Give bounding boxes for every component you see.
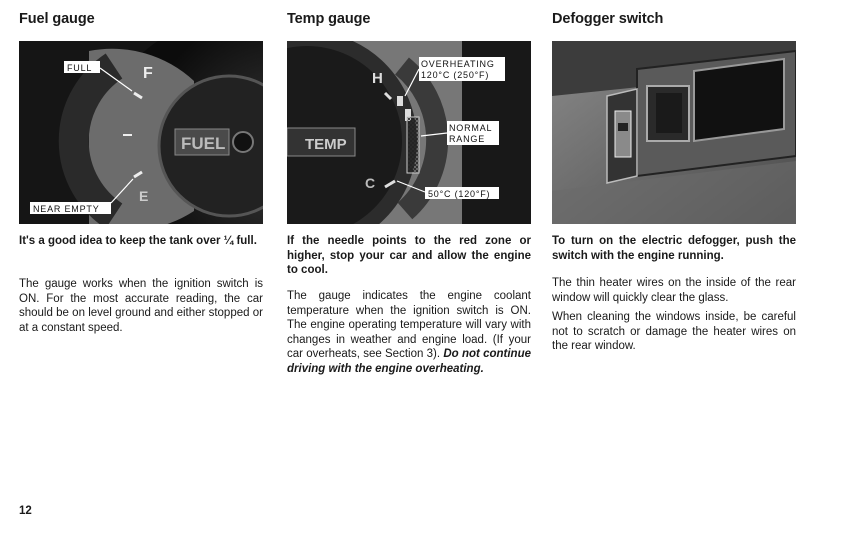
temp-gauge-heading: Temp gauge: [287, 11, 371, 27]
temp-range-label: RANGE: [449, 134, 486, 144]
temp-gauge-photo: [287, 41, 531, 224]
fuel-near-empty-label: NEAR EMPTY: [33, 204, 100, 214]
defogger-photo: [552, 41, 796, 224]
temp-gauge-paragraph: [287, 289, 531, 376]
defogger-paragraph-2: When cleaning the windows inside, be careful not to scratch or damage the heater wires on the rear window.: [552, 311, 796, 352]
temp-badge-text: TEMP: [305, 136, 347, 153]
fuel-gauge-photo: [19, 41, 263, 224]
defogger-lead: To turn on the electric defogger, push the switch with the engine running.: [552, 235, 796, 262]
defogger-heading: Defogger switch: [552, 11, 664, 27]
temp-overheating-value: 120°C (250°F): [421, 70, 490, 80]
fuel-f-mark: F: [143, 65, 153, 82]
fuel-full-label: FULL: [67, 63, 93, 73]
temp-gauge-warning: Do not continue driving with the engine overheating.: [287, 348, 532, 375]
temp-cold-label: 50°C (120°F): [428, 189, 491, 199]
page-number: 12: [19, 505, 32, 517]
defogger-paragraph-1: The thin heater wires on the inside of the rear window will quickly clear the glass.: [552, 277, 796, 304]
temp-normal-label: NORMAL: [449, 123, 493, 133]
fuel-gauge-heading: Fuel gauge: [19, 11, 95, 27]
temp-gauge-lead: If the needle points to the red zone or higher, stop your car and allow the engine to cool.: [287, 235, 531, 276]
fuel-e-mark: E: [139, 188, 149, 204]
temp-h-mark: H: [372, 70, 383, 87]
fuel-gauge-lead: It's a good idea to keep the tank over ¼ full.: [19, 235, 257, 247]
fuel-badge-text: FUEL: [181, 134, 226, 153]
temp-gauge-text: The gauge indicates the engine coolant temperature when the ignition switch is ON. The engine operating temperature will vary with changes in weather and engine load. (If your car overheats, see Section 3).: [287, 290, 531, 360]
temp-c-mark: C: [365, 175, 376, 191]
fuel-gauge-paragraph: The gauge works when the ignition switch is ON. For the most accurate reading, the car should be on level ground and either stopped or at a constant speed.: [19, 278, 263, 334]
temp-overheating-label: OVERHEATING: [421, 59, 495, 69]
